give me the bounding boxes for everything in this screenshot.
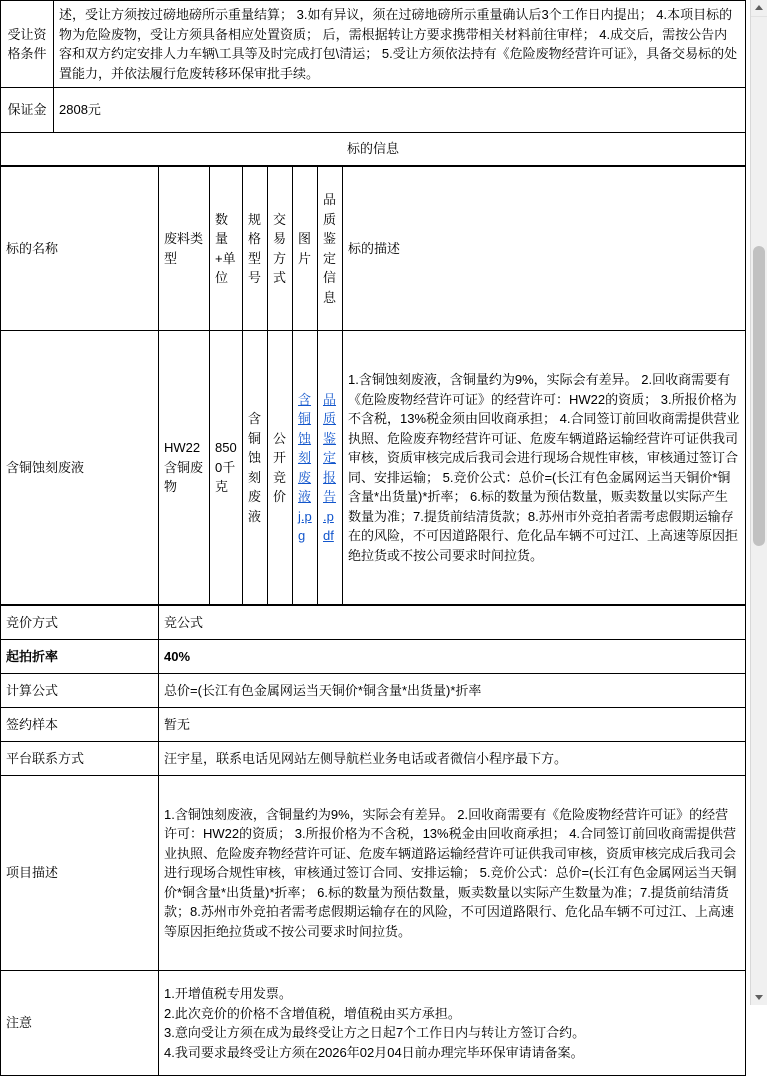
scroll-down-arrow-icon[interactable] bbox=[751, 989, 767, 1005]
goods-header-name: 标的名称 bbox=[1, 167, 159, 331]
row-value-project-desc: 1.含铜蚀刻废液，含铜量约为9%，实际会有差异。 2.回收商需要有《危险废物经营许可证》的经营许可：HW22的资质； 3.所报价格为不含税，13%税金由回收商承担； 4.合同签订前回收商需提供营业执照、危险废弃物经营许可证、危废车辆道路运输经营许可证供我司审核，资质审核完成后我司会进行现场合规性审核，审核通过签订合同、安排运输； 5.竞价公式：总价=(长江有色金属网运当天铜价*铜含量*出货量)*折率； 6.标的数量为预估数量，贩卖数量以实际产生数量为准；7.提货前结清货款；8.苏州市外竞拍者需考虑假期运输存在的风险，不可因道路限行、危化品车辆不可过江、上高速等原因拒绝拉货或不按公司要求时间拉货。 bbox=[159, 776, 746, 971]
image-file-link[interactable]: 含铜蚀刻废液j.pg bbox=[298, 391, 312, 543]
row-label-formula: 计算公式 bbox=[1, 674, 159, 708]
goods-cell-description: 1.含铜蚀刻废液，含铜量约为9%，实际会有差异。 2.回收商需要有《危险废物经营许可证》的经营许可：HW22的资质； 3.所报价格为不含税，13%税金须由回收商承担； 4.合同签订前回收商需提供营业执照、危险废弃物经营许可证、危废车辆道路运输经营许可证供我司审核，资质审核完成后我司会进行现场合规性审核，审核通过签订合同、安排运输； 5.竞价公式：总价=(长江有色金属网运当天铜价*铜含量*出货量)*折率； 6.标的数量为预估数量，贩卖数量以实际产生数量为准；7.提货前结清货款；8.苏州市外竞拍者需考虑假期运输存在的风险，不可因道路限行、危化品车辆不可过江、上高速等原因拒绝拉货或不按公司要求时间拉货。 bbox=[343, 331, 746, 605]
row-value-terms: 述，受让方须按过磅地磅所示重量结算； 3.如有异议，须在过磅地磅所示重量确认后3个工作日内提出； 4.本项目标的物为危险废物，受让方须具备相应处置资质； 后，需根据转让方要求携带相关材料前往审样； 4.成交后，需按公告内容和双方约定安排人力车辆\工具等及时完成打包\清运； 5.受让方须依法持有《危险废物经营许可证》，具备交易标的处置能力，并依法履行危废转移环保审批手续。 bbox=[54, 1, 746, 88]
table-row-contract-sample bbox=[1, 708, 746, 742]
row-label-contact: 平台联系方式 bbox=[1, 742, 159, 776]
table-row-terms bbox=[1, 1, 746, 88]
table-row-section-title bbox=[1, 133, 746, 166]
goods-header-qty: 数量+单位 bbox=[210, 167, 243, 331]
quality-report-link[interactable]: 品质鉴定报告.pdf bbox=[323, 391, 337, 543]
row-label-start-rate: 起拍折率 bbox=[1, 640, 159, 674]
goods-header-description: 标的描述 bbox=[343, 167, 746, 331]
row-label-terms: 受让资格条件 bbox=[1, 1, 54, 88]
row-label-deposit: 保证金 bbox=[1, 88, 54, 133]
goods-table bbox=[0, 166, 746, 605]
row-value-bid-mode: 竞公式 bbox=[159, 606, 746, 640]
goods-cell-type: HW22含铜废物 bbox=[159, 331, 210, 605]
goods-cell-qty: 8500千克 bbox=[210, 331, 243, 605]
notice-line-3: 3.意向受让方须在成为最终受让方之日起7个工作日内与转让方签订合约。 bbox=[164, 1025, 586, 1040]
table-row-notice bbox=[1, 971, 746, 1076]
scrollbar-thumb[interactable] bbox=[753, 246, 765, 546]
notice-line-4: 4.我司要求最终受让方须在2026年02月04日前办理完毕环保审请请备案。 bbox=[164, 1044, 584, 1060]
goods-header-row bbox=[1, 167, 746, 331]
scrollbar-track[interactable] bbox=[751, 16, 767, 989]
notice-line-1: 1.开增值税专用发票。 bbox=[164, 986, 292, 1001]
row-label-project-desc: 项目描述 bbox=[1, 776, 159, 971]
goods-cell-spec: 含铜蚀刻废液 bbox=[243, 331, 268, 605]
goods-header-trade-mode: 交易方式 bbox=[268, 167, 293, 331]
goods-header-type: 废料类型 bbox=[159, 167, 210, 331]
auction-terms-table bbox=[0, 605, 746, 1076]
goods-cell-quality bbox=[318, 331, 343, 605]
goods-cell-name: 含铜蚀刻废液 bbox=[1, 331, 159, 605]
vertical-scrollbar[interactable] bbox=[750, 0, 767, 1005]
table-row-contact bbox=[1, 742, 746, 776]
table-row-deposit bbox=[1, 88, 746, 133]
table-row-project-desc bbox=[1, 776, 746, 971]
section-title-goods: 标的信息 bbox=[1, 133, 746, 166]
row-value-deposit: 2808元 bbox=[54, 88, 746, 133]
row-value-formula: 总价=(长江有色金属网运当天铜价*铜含量*出货量)*折率 bbox=[159, 674, 746, 708]
goods-header-quality: 品质鉴定信息 bbox=[318, 167, 343, 331]
row-label-notice: 注意 bbox=[1, 971, 159, 1076]
row-value-notice bbox=[159, 971, 746, 1076]
goods-header-image: 图片 bbox=[293, 167, 318, 331]
goods-cell-trade-mode: 公开竞价 bbox=[268, 331, 293, 605]
goods-data-row bbox=[1, 331, 746, 605]
auction-detail-table bbox=[0, 0, 746, 166]
table-row-bid-mode bbox=[1, 606, 746, 640]
row-value-start-rate: 40% bbox=[159, 640, 746, 674]
scroll-up-arrow-icon[interactable] bbox=[751, 0, 767, 17]
goods-header-spec: 规格型号 bbox=[243, 167, 268, 331]
row-value-contract-sample: 暂无 bbox=[159, 708, 746, 742]
row-label-contract-sample: 签约样本 bbox=[1, 708, 159, 742]
goods-cell-image bbox=[293, 331, 318, 605]
notice-line-2: 2.此次竞价的价格不含增值税，增值税由买方承担。 bbox=[164, 1005, 461, 1021]
table-row-start-rate bbox=[1, 640, 746, 674]
table-row-formula bbox=[1, 674, 746, 708]
row-label-bid-mode: 竞价方式 bbox=[1, 606, 159, 640]
row-value-contact: 汪宇星，联系电话见网站左侧导航栏业务电话或者微信小程序最下方。 bbox=[159, 742, 746, 776]
